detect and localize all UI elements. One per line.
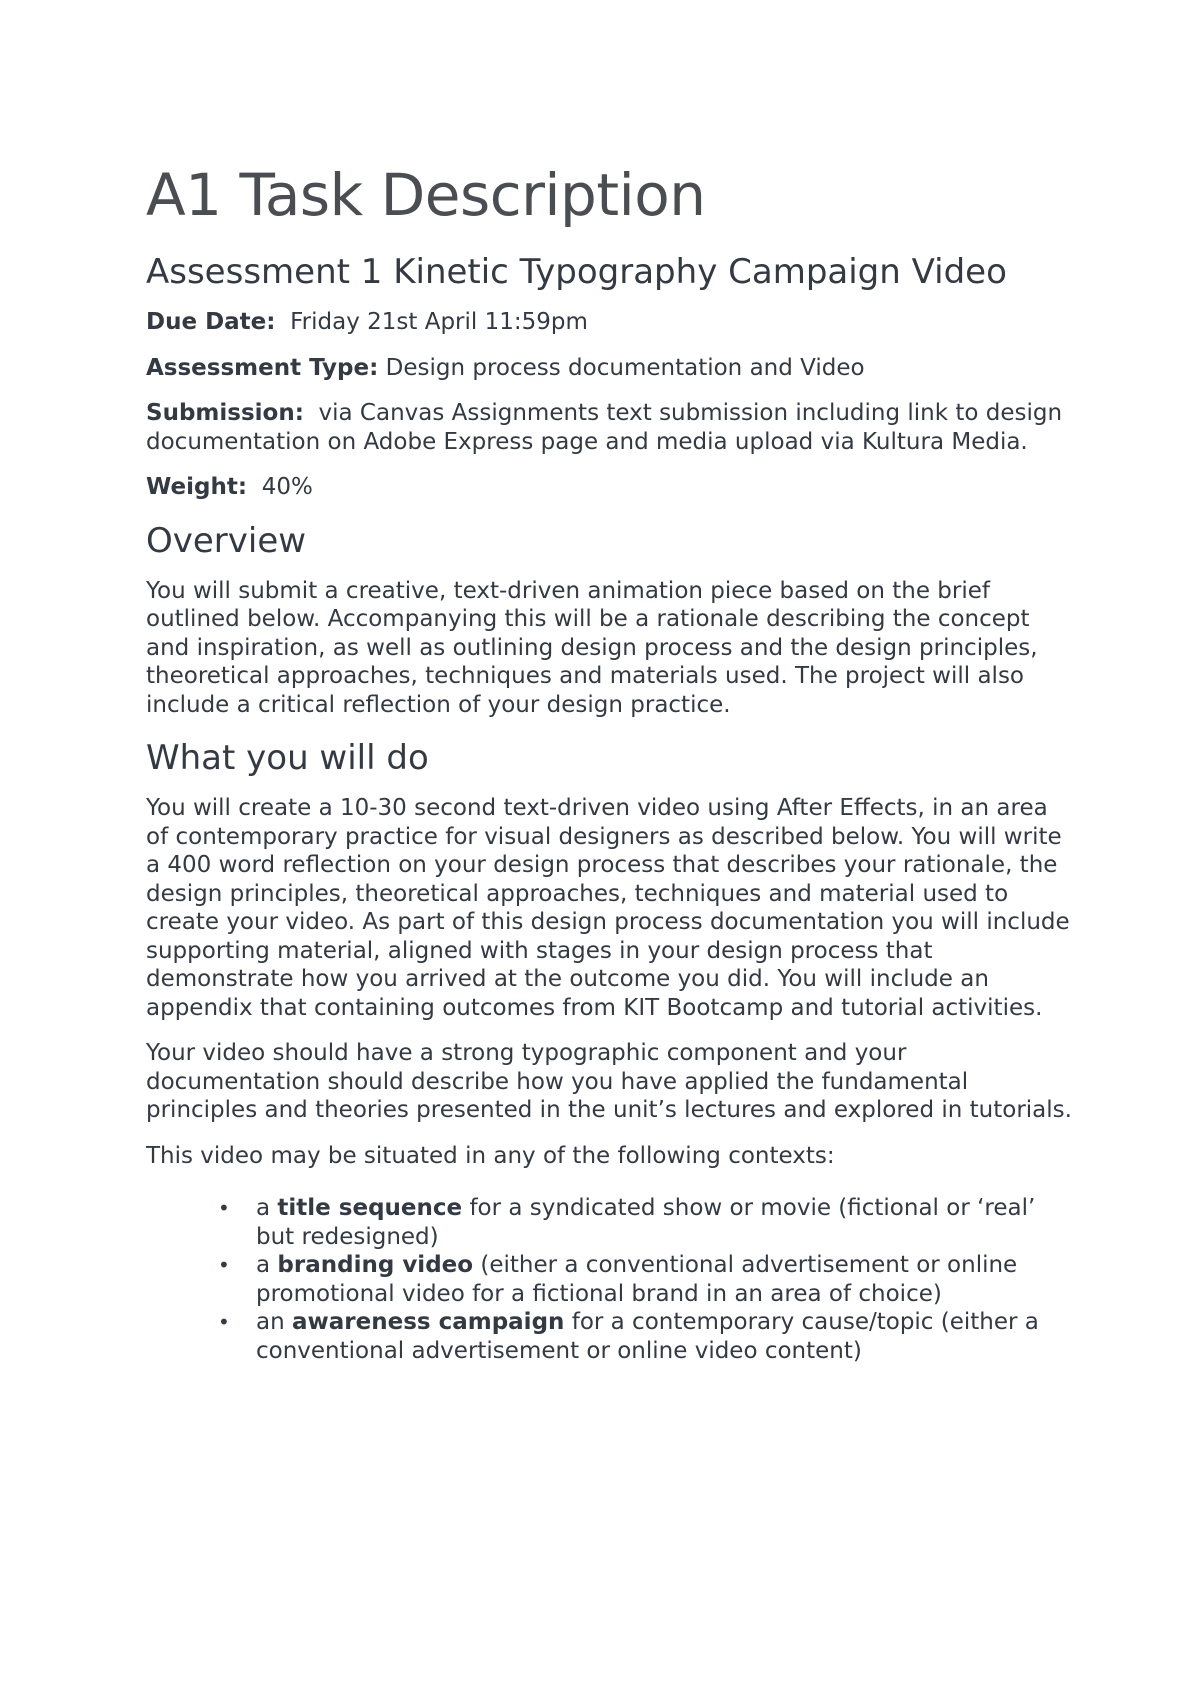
what-you-will-do-para-1: You will create a 10-30 second text-driven video using After Effects, in an area of contemporary practice for visual designers as described below. You will write a 400 word reflection on your design process that describes your rationale, the design principles, theoretical approaches, techniques and material used to create your video. As part of this design process documentation you will include supporting material, aligned with stages in your design process that demonstrate how you arrived at the outcome you did. You will include an appendix that containing outcomes from KIT Bootcamp and tutorial activities.: [146, 795, 1070, 1021]
list-item-text: (either a conventional advertisement or online promotional video for a fictional brand in an area of choice): [256, 1252, 1018, 1307]
context-list: [146, 1194, 1076, 1365]
what-you-will-do-para-2: Your video should have a strong typographic component and your documentation should describe how you have applied the fundamental principles and theories presented in the unit’s lectures and explored in tutorials.: [146, 1040, 1072, 1123]
page-title: A1 Task Description: [146, 161, 706, 229]
list-item: [218, 1251, 1076, 1308]
due-date-label: Due Date:: [146, 309, 276, 335]
assessment-type-value: Design process documentation and Video: [385, 354, 865, 381]
submission-value: via Canvas Assignments text submission including link to design documentation on Adobe Express page and media upload via Kultura Media.: [146, 400, 1063, 455]
list-item-prefix: a: [256, 1252, 271, 1278]
what-you-will-do-heading: What you will do: [146, 738, 429, 778]
submission-label: Submission:: [146, 400, 304, 426]
weight-value: 40%: [261, 474, 313, 500]
due-date: [146, 308, 1076, 337]
assessment-type-label: Assessment Type:: [146, 354, 379, 381]
submission: [146, 399, 1076, 456]
list-item-text: for a contemporary cause/topic (either a conventional advertisement or online video content): [256, 1309, 1039, 1364]
overview-heading: Overview: [146, 520, 307, 561]
assessment-type: [146, 354, 1076, 383]
weight: [146, 473, 1076, 502]
document-page: [146, 160, 1076, 1365]
list-item-prefix: a: [256, 1195, 271, 1221]
list-item-text: for a syndicated show or movie (fictional or ‘real’ but redesigned): [256, 1195, 1036, 1250]
bullet-icon: •: [218, 1253, 230, 1277]
due-date-value: Friday 21st April 11:59pm: [290, 309, 588, 335]
list-item: [218, 1194, 1076, 1251]
weight-label: Weight:: [146, 474, 248, 500]
bullet-icon: •: [218, 1310, 230, 1334]
list-item-bold: awareness campaign: [291, 1309, 565, 1335]
bullet-icon: •: [218, 1196, 230, 1220]
list-item: [218, 1308, 1076, 1365]
assessment-subtitle: Assessment 1 Kinetic Typography Campaign Video: [146, 252, 1007, 292]
list-item-bold: branding video: [277, 1252, 474, 1278]
overview-body: You will submit a creative, text-driven animation piece based on the brief outlined below. Accompanying this will be a rationale describing the concept and inspiration, as well as outlining design process and the design principles, theoretical approaches, techniques and materials used. The project will also include a critical reflection of your design practice.: [146, 577, 1038, 718]
what-you-will-do-para-3: This video may be situated in any of the following contexts:: [146, 1142, 835, 1169]
list-item-bold: title sequence: [277, 1195, 463, 1221]
list-item-prefix: an: [256, 1309, 285, 1335]
